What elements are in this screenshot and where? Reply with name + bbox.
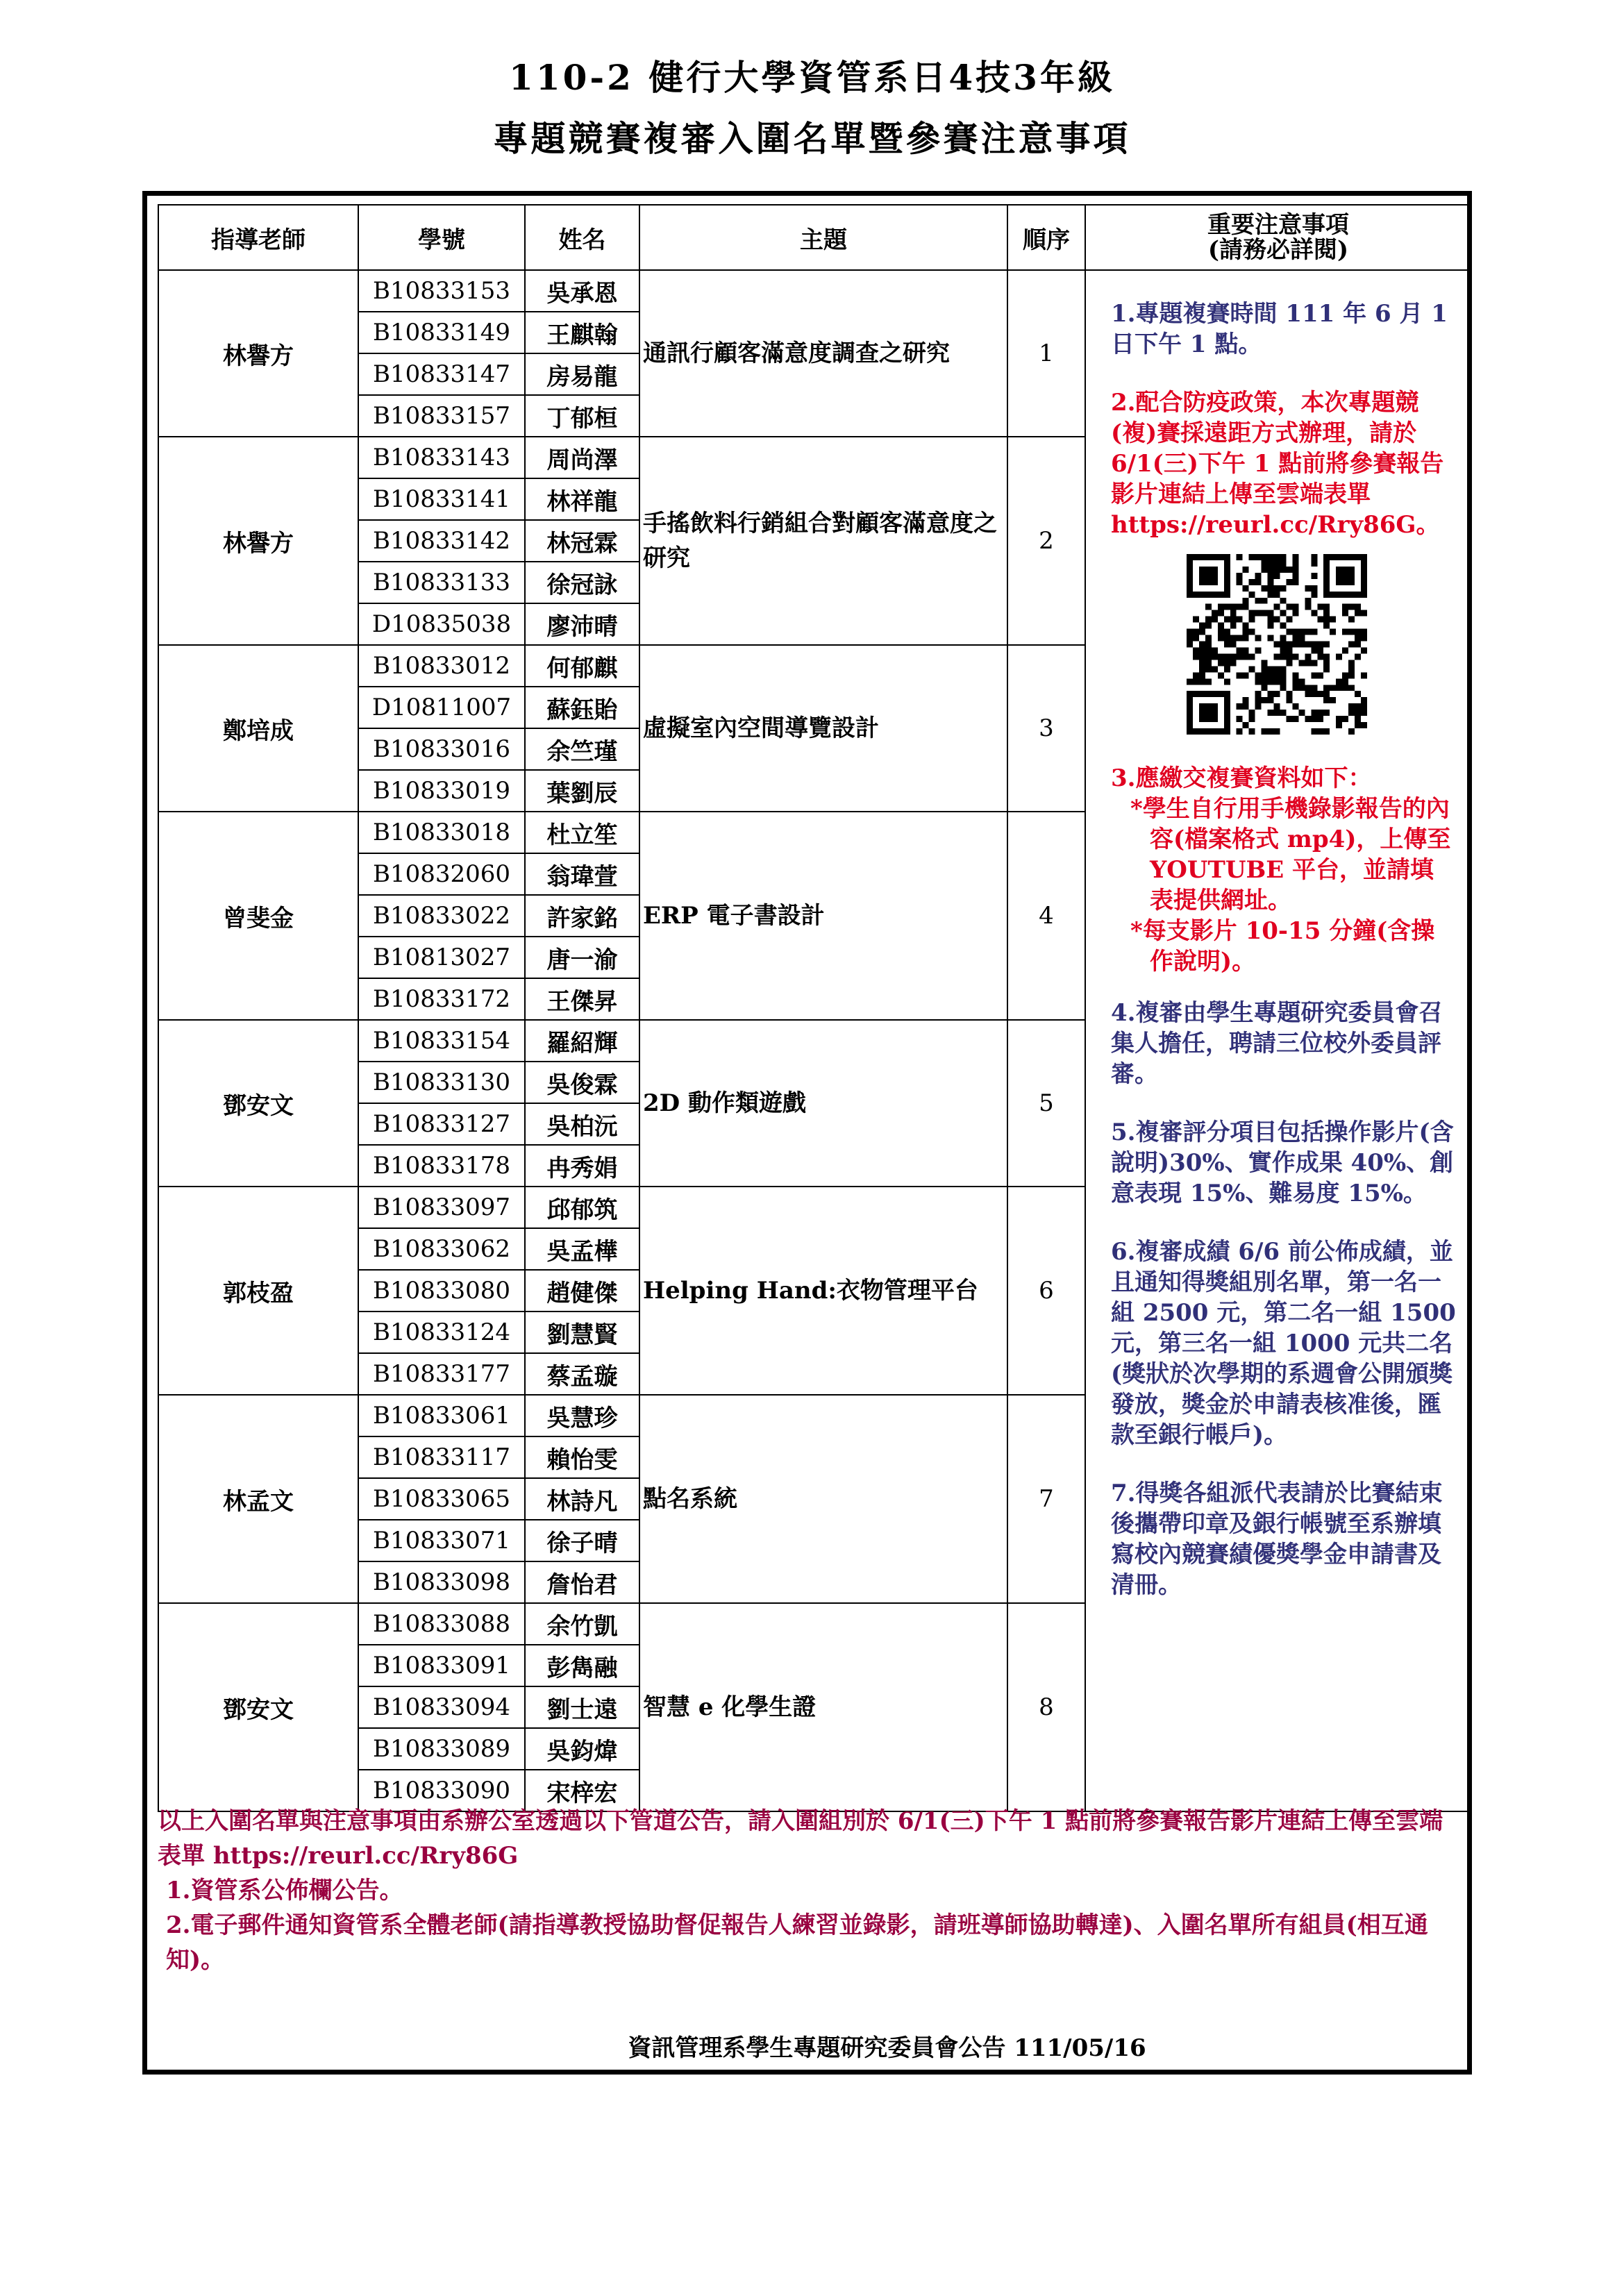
student-name-cell: 杜立笙 bbox=[525, 812, 639, 853]
topic-cell: 智慧 e 化學生證 bbox=[639, 1603, 1007, 1811]
student-id-cell: B10833117 bbox=[358, 1436, 525, 1478]
student-id-cell: B10833142 bbox=[358, 520, 525, 562]
student-name-cell: 林冠霖 bbox=[525, 520, 639, 562]
teacher-cell: 林譽方 bbox=[158, 437, 358, 645]
note-4: 4.複審由學生專題研究委員會召集人擔任，聘請三位校外委員評審。 bbox=[1111, 999, 1443, 1088]
student-id-cell: B10832060 bbox=[358, 853, 525, 895]
note-1: 1.專題複賽時間 111 年 6 月 1 日下午 1 點。 bbox=[1111, 300, 1448, 358]
note-3-a: *學生自行用手機錄影報告的內容(檔案格式 mp4)，上傳至 YOUTUBE 平台，並請填表提供網址。 bbox=[1130, 795, 1451, 914]
order-cell: 4 bbox=[1007, 812, 1085, 1020]
student-id-cell: B10833019 bbox=[358, 770, 525, 812]
teacher-cell: 林孟文 bbox=[158, 1395, 358, 1603]
student-id-cell: B10833080 bbox=[358, 1270, 525, 1312]
note-6: 6.複審成績 6/6 前公佈成績，並且通知得獎組別名單，第一名一組 2500 元，第二名一組 1500 元，第三名一組 1000 元共二名(獎狀於次學期的系週會公開頒獎發放，獎金於申請表核准後，匯款至銀行帳戶)。 bbox=[1111, 1238, 1456, 1449]
student-name-cell: 賴怡雯 bbox=[525, 1436, 639, 1478]
student-name-cell: 吳俊霖 bbox=[525, 1062, 639, 1103]
student-name-cell: 周尚澤 bbox=[525, 437, 639, 478]
teacher-cell: 鄭培成 bbox=[158, 645, 358, 812]
teacher-cell: 鄧安文 bbox=[158, 1603, 358, 1811]
student-id-cell: B10833097 bbox=[358, 1187, 525, 1228]
note-2: 2.配合防疫政策，本次專題競(複)賽採遠距方式辦理，請於 6/1(三)下午 1 點前將參賽報告影片連結上傳至雲端表單 https://reurl.cc/Rry86G。 bbox=[1111, 389, 1444, 539]
teacher-cell: 鄧安文 bbox=[158, 1020, 358, 1187]
student-name-cell: 詹怡君 bbox=[525, 1561, 639, 1603]
student-name-cell: 余竹凱 bbox=[525, 1603, 639, 1645]
qr-code-icon bbox=[1097, 554, 1457, 742]
note-5: 5.複審評分項目包括操作影片(含說明)30%、實作成果 40%、創意表現 15%、難易度 15%。 bbox=[1111, 1118, 1454, 1207]
notes-cell bbox=[1085, 270, 1471, 1811]
student-name-cell: 王麒翰 bbox=[525, 312, 639, 353]
student-id-cell: B10833143 bbox=[358, 437, 525, 478]
student-id-cell: B10833012 bbox=[358, 645, 525, 687]
student-id-cell: B10833157 bbox=[358, 395, 525, 437]
order-cell: 1 bbox=[1007, 270, 1085, 437]
footer-intro: 以上入圍名單與注意事項由系辦公室透過以下管道公告，請入圍組別於 6/1(三)下午 1 點前將參賽報告影片連結上傳至雲端表單 https://reurl.cc/Rry86G bbox=[158, 1807, 1443, 1870]
page-title: 110-2 健行大學資管系日4技3年級 bbox=[509, 57, 1115, 98]
student-id-cell: B10833147 bbox=[358, 353, 525, 395]
topic-cell: 手搖飲料行銷組合對顧客滿意度之研究 bbox=[639, 437, 1007, 645]
order-cell: 7 bbox=[1007, 1395, 1085, 1603]
header-topic: 主題 bbox=[639, 205, 1007, 270]
student-id-cell: B10833098 bbox=[358, 1561, 525, 1603]
topic-cell: 虛擬室內空間導覽設計 bbox=[639, 645, 1007, 812]
student-id-cell: B10833124 bbox=[358, 1312, 525, 1353]
topic-cell: 通訊行顧客滿意度調查之研究 bbox=[639, 270, 1007, 437]
table-header-row bbox=[158, 205, 1471, 270]
student-id-cell: B10833177 bbox=[358, 1353, 525, 1395]
student-name-cell: 余竺瑾 bbox=[525, 728, 639, 770]
header-student-id: 學號 bbox=[358, 205, 525, 270]
student-id-cell: B10813027 bbox=[358, 937, 525, 978]
student-name-cell: 許家銘 bbox=[525, 895, 639, 937]
student-name-cell: 吳孟樺 bbox=[525, 1228, 639, 1270]
student-name-cell: 林詩凡 bbox=[525, 1478, 639, 1520]
student-id-cell: B10833061 bbox=[358, 1395, 525, 1436]
student-name-cell: 劉慧賢 bbox=[525, 1312, 639, 1353]
student-name-cell: 羅紹輝 bbox=[525, 1020, 639, 1062]
student-id-cell: D10835038 bbox=[358, 603, 525, 645]
student-id-cell: B10833141 bbox=[358, 478, 525, 520]
order-cell: 3 bbox=[1007, 645, 1085, 812]
footer-item-1: 1.資管系公佈欄公告。 bbox=[166, 1877, 403, 1904]
student-name-cell: 房易龍 bbox=[525, 353, 639, 395]
student-name-cell: 劉士遠 bbox=[525, 1686, 639, 1728]
student-name-cell: 趙健傑 bbox=[525, 1270, 639, 1312]
student-id-cell: B10833094 bbox=[358, 1686, 525, 1728]
header-order: 順序 bbox=[1007, 205, 1085, 270]
student-name-cell: 吳承恩 bbox=[525, 270, 639, 312]
student-id-cell: B10833022 bbox=[358, 895, 525, 937]
order-cell: 5 bbox=[1007, 1020, 1085, 1187]
student-name-cell: 宋梓宏 bbox=[525, 1770, 639, 1811]
student-id-cell: B10833178 bbox=[358, 1145, 525, 1187]
student-name-cell: 葉劉辰 bbox=[525, 770, 639, 812]
student-id-cell: B10833154 bbox=[358, 1020, 525, 1062]
student-name-cell: 冉秀娟 bbox=[525, 1145, 639, 1187]
note-3-b: *每支影片 10-15 分鐘(含操作說明)。 bbox=[1130, 917, 1435, 975]
student-name-cell: 王傑昇 bbox=[525, 978, 639, 1020]
student-name-cell: 彭雋融 bbox=[525, 1645, 639, 1686]
note-7: 7.得獎各組派代表請於比賽結束後攜帶印章及銀行帳號至系辦填寫校內競賽績優獎學金申請書及清冊。 bbox=[1111, 1480, 1443, 1599]
student-name-cell: 何郁麒 bbox=[525, 645, 639, 687]
page-subtitle: 專題競賽複審入圍名單暨參賽注意事項 bbox=[493, 118, 1131, 159]
note-3-head: 3.應繳交複賽資料如下： bbox=[1111, 764, 1372, 792]
document-frame bbox=[142, 191, 1472, 2075]
header-notes-line2: (請務必詳閱) bbox=[1207, 236, 1349, 264]
student-id-cell: B10833062 bbox=[358, 1228, 525, 1270]
topic-cell: 點名系統 bbox=[639, 1395, 1007, 1603]
student-id-cell: B10833091 bbox=[358, 1645, 525, 1686]
student-name-cell: 廖沛晴 bbox=[525, 603, 639, 645]
student-id-cell: B10833130 bbox=[358, 1062, 525, 1103]
student-id-cell: B10833090 bbox=[358, 1770, 525, 1811]
teacher-cell: 曾斐金 bbox=[158, 812, 358, 1020]
header-notes-line1: 重要注意事項 bbox=[1207, 211, 1349, 239]
announcement-footer bbox=[158, 1804, 1463, 1977]
footer-signature: 資訊管理系學生專題研究委員會公告 111/05/16 bbox=[628, 2034, 1146, 2062]
student-id-cell: B10833089 bbox=[358, 1728, 525, 1770]
student-name-cell: 邱郁筑 bbox=[525, 1187, 639, 1228]
student-id-cell: B10833153 bbox=[358, 270, 525, 312]
footer-item-2: 2.電子郵件通知資管系全體老師(請指導教授協助督促報告人練習並錄影，請班導師協助轉達)、入圍名單所有組員(相互通知)。 bbox=[166, 1911, 1428, 1974]
header-name: 姓名 bbox=[525, 205, 639, 270]
student-name-cell: 吳慧珍 bbox=[525, 1395, 639, 1436]
student-name-cell: 蘇鈺貽 bbox=[525, 687, 639, 728]
order-cell: 2 bbox=[1007, 437, 1085, 645]
student-id-cell: B10833149 bbox=[358, 312, 525, 353]
student-id-cell: B10833016 bbox=[358, 728, 525, 770]
finalist-table bbox=[158, 204, 1472, 1812]
table-row bbox=[158, 270, 1471, 312]
topic-cell: 2D 動作類遊戲 bbox=[639, 1020, 1007, 1187]
student-id-cell: B10833018 bbox=[358, 812, 525, 853]
student-name-cell: 唐一渝 bbox=[525, 937, 639, 978]
student-name-cell: 徐子晴 bbox=[525, 1520, 639, 1561]
student-id-cell: B10833071 bbox=[358, 1520, 525, 1561]
student-id-cell: B10833172 bbox=[358, 978, 525, 1020]
topic-cell: Helping Hand:衣物管理平台 bbox=[639, 1187, 1007, 1395]
student-name-cell: 林祥龍 bbox=[525, 478, 639, 520]
student-id-cell: B10833065 bbox=[358, 1478, 525, 1520]
student-name-cell: 吳鈞煒 bbox=[525, 1728, 639, 1770]
student-name-cell: 吳柏沅 bbox=[525, 1103, 639, 1145]
order-cell: 8 bbox=[1007, 1603, 1085, 1811]
topic-cell: ERP 電子書設計 bbox=[639, 812, 1007, 1020]
student-id-cell: B10833133 bbox=[358, 562, 525, 603]
student-id-cell: B10833127 bbox=[358, 1103, 525, 1145]
teacher-cell: 林譽方 bbox=[158, 270, 358, 437]
teacher-cell: 郭枝盈 bbox=[158, 1187, 358, 1395]
student-id-cell: B10833088 bbox=[358, 1603, 525, 1645]
order-cell: 6 bbox=[1007, 1187, 1085, 1395]
student-name-cell: 徐冠詠 bbox=[525, 562, 639, 603]
student-name-cell: 翁瑋萱 bbox=[525, 853, 639, 895]
header-notes bbox=[1085, 205, 1471, 270]
header-teacher: 指導老師 bbox=[158, 205, 358, 270]
student-name-cell: 蔡孟璇 bbox=[525, 1353, 639, 1395]
note-3 bbox=[1111, 763, 1457, 977]
table-body bbox=[158, 270, 1471, 1811]
student-name-cell: 丁郁桓 bbox=[525, 395, 639, 437]
student-id-cell: D10811007 bbox=[358, 687, 525, 728]
